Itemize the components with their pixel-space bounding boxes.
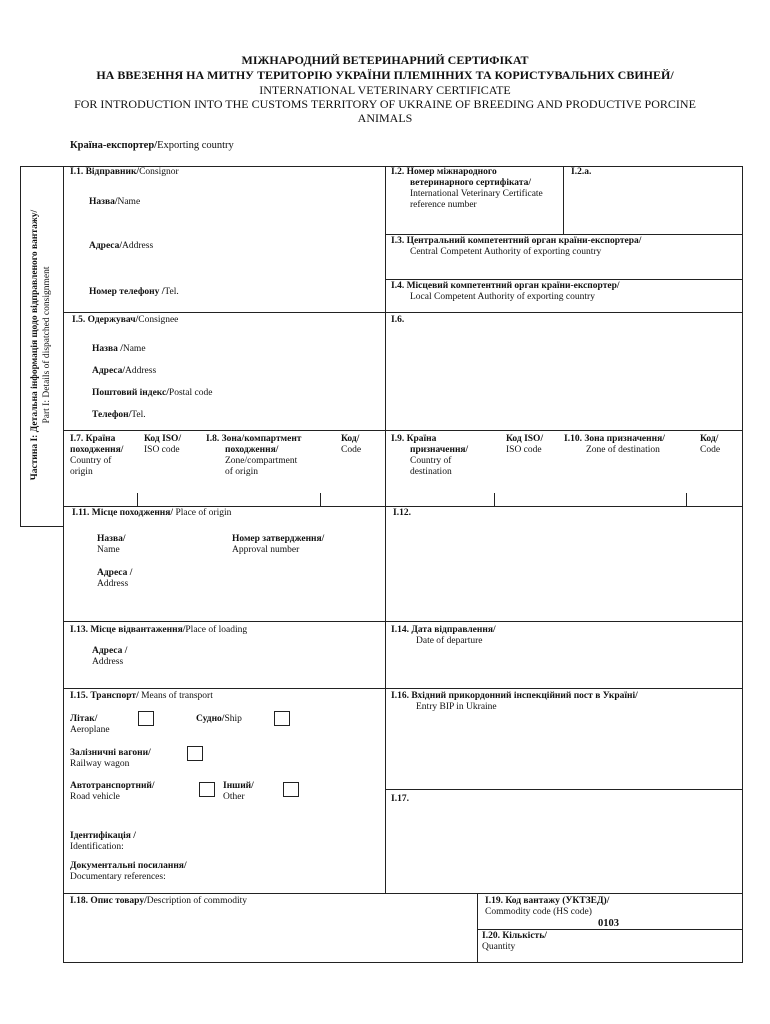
plane-label: Літак/ Aeroplane bbox=[70, 714, 110, 735]
i1-name[interactable]: Назва/Name bbox=[89, 197, 141, 207]
field-i14[interactable]: I.14. Дата відправлення/ Date of departure bbox=[391, 625, 496, 646]
field-i17[interactable]: I.17. bbox=[391, 794, 409, 804]
title-uk: МІЖНАРОДНИЙ ВЕТЕРИНАРНИЙ СЕРТИФІКАТ bbox=[241, 53, 529, 67]
field-i18[interactable]: I.18. Опис товару/Description of commodity bbox=[70, 896, 247, 906]
road-checkbox[interactable] bbox=[199, 782, 215, 797]
field-i20[interactable]: I.20. Кількість/ Quantity bbox=[482, 931, 547, 952]
field-i9[interactable]: I.9. Країна призначення/ Country of destination bbox=[391, 434, 469, 477]
exporting-country: Країна-експортер/Exporting country bbox=[70, 140, 234, 151]
subtitle-uk: НА ВВЕЗЕННЯ НА МИТНУ ТЕРИТОРІЮ УКРАЇНИ ПЛЕМІННИХ ТА КОРИСТУВАЛЬНИХ СВИНЕЙ/ bbox=[96, 68, 674, 82]
i5-name[interactable]: Назва /Name bbox=[92, 344, 146, 354]
subtitle-en-2: ANIMALS bbox=[357, 111, 413, 125]
i11-address[interactable]: Адреса / Address bbox=[97, 568, 133, 589]
identification[interactable]: Ідентифікація / Identification: bbox=[70, 831, 136, 852]
plane-checkbox[interactable] bbox=[138, 711, 154, 726]
other-label: Інший/ Other bbox=[223, 781, 254, 802]
field-i3[interactable]: I.3. Центральний компетентний орган країни-експортера/ Central Competent Authority of exporting country bbox=[391, 236, 642, 257]
field-i7[interactable]: I.7. Країна походження/ Country of origin bbox=[70, 434, 124, 477]
field-i2[interactable]: I.2. Номер міжнародного ветеринарного сертифіката/ International Veterinary Certificate reference number bbox=[391, 167, 543, 210]
field-i12[interactable]: I.12. bbox=[393, 508, 411, 518]
i1-address[interactable]: Адреса/Address bbox=[89, 241, 154, 251]
title-en: INTERNATIONAL VETERINARY CERTIFICATE bbox=[259, 83, 511, 97]
i5-address[interactable]: Адреса/Address bbox=[92, 366, 157, 376]
field-i5: I.5. Одержувач/Consignee bbox=[72, 315, 179, 325]
field-i10[interactable]: I.10. Зона призначення/ Zone of destination bbox=[564, 434, 665, 455]
field-i11: I.11. Місце походження/ Place of origin bbox=[72, 508, 232, 518]
rail-label: Залізничні вагони/ Railway wagon bbox=[70, 748, 151, 769]
i13-address[interactable]: Адреса / Address bbox=[92, 646, 128, 667]
field-i19[interactable]: I.19. Код вантажу (УКТЗЕД)/ Commodity code (HS code) bbox=[485, 896, 610, 917]
field-i8[interactable]: I.8. Зона/компартмент походження/ Zone/compartment of origin bbox=[206, 434, 302, 477]
other-checkbox[interactable] bbox=[283, 782, 299, 797]
subtitle-en-1: FOR INTRODUCTION INTO THE CUSTOMS TERRITORY OF UKRAINE OF BREEDING AND PRODUCTIVE PORCINE bbox=[74, 97, 696, 111]
iso-code-destination[interactable]: Код ISO/ ISO code bbox=[506, 434, 544, 455]
code-destination[interactable]: Код/ Code bbox=[700, 434, 721, 455]
ship-checkbox[interactable] bbox=[274, 711, 290, 726]
field-i16[interactable]: I.16. Вхідний прикордонний інспекційний пост в Україні/ Entry BIP in Ukraine bbox=[391, 691, 638, 712]
side-label: Частина I: Детальна інформація щодо відправленого вантажу/ Part I: Details of dispatched consignment bbox=[30, 209, 52, 481]
field-i2a[interactable]: I.2.a. bbox=[571, 167, 592, 177]
iso-code-origin[interactable]: Код ISO/ ISO code bbox=[144, 434, 182, 455]
road-label: Автотранспортний/ Road vehicle bbox=[70, 781, 155, 802]
field-i6[interactable]: I.6. bbox=[391, 315, 405, 325]
hs-code-value[interactable]: 0103 bbox=[598, 918, 619, 929]
field-i4[interactable]: I.4. Місцевий компетентний орган країни-експортер/ Local Competent Authority of exporting country bbox=[391, 281, 620, 302]
i5-postal[interactable]: Поштовий індекс/Postal code bbox=[92, 388, 213, 398]
code-origin[interactable]: Код/ Code bbox=[341, 434, 362, 455]
ship-label: Судно/Ship bbox=[196, 714, 242, 724]
i11-approval[interactable]: Номер затвердження/ Approval number bbox=[232, 534, 325, 555]
field-i13: I.13. Місце відвантаження/Place of loading bbox=[70, 625, 248, 635]
field-i15: I.15. Транспорт/ Means of transport bbox=[70, 691, 213, 701]
i11-name[interactable]: Назва/ Name bbox=[97, 534, 126, 555]
documentary-references[interactable]: Документальні посилання/ Documentary references: bbox=[70, 861, 187, 882]
field-i1: I.1. Відправник/Consignor bbox=[70, 167, 179, 177]
i5-phone[interactable]: Телефон/Tel. bbox=[92, 410, 146, 420]
i1-phone[interactable]: Номер телефону /Tel. bbox=[89, 287, 179, 297]
rail-checkbox[interactable] bbox=[187, 746, 203, 761]
